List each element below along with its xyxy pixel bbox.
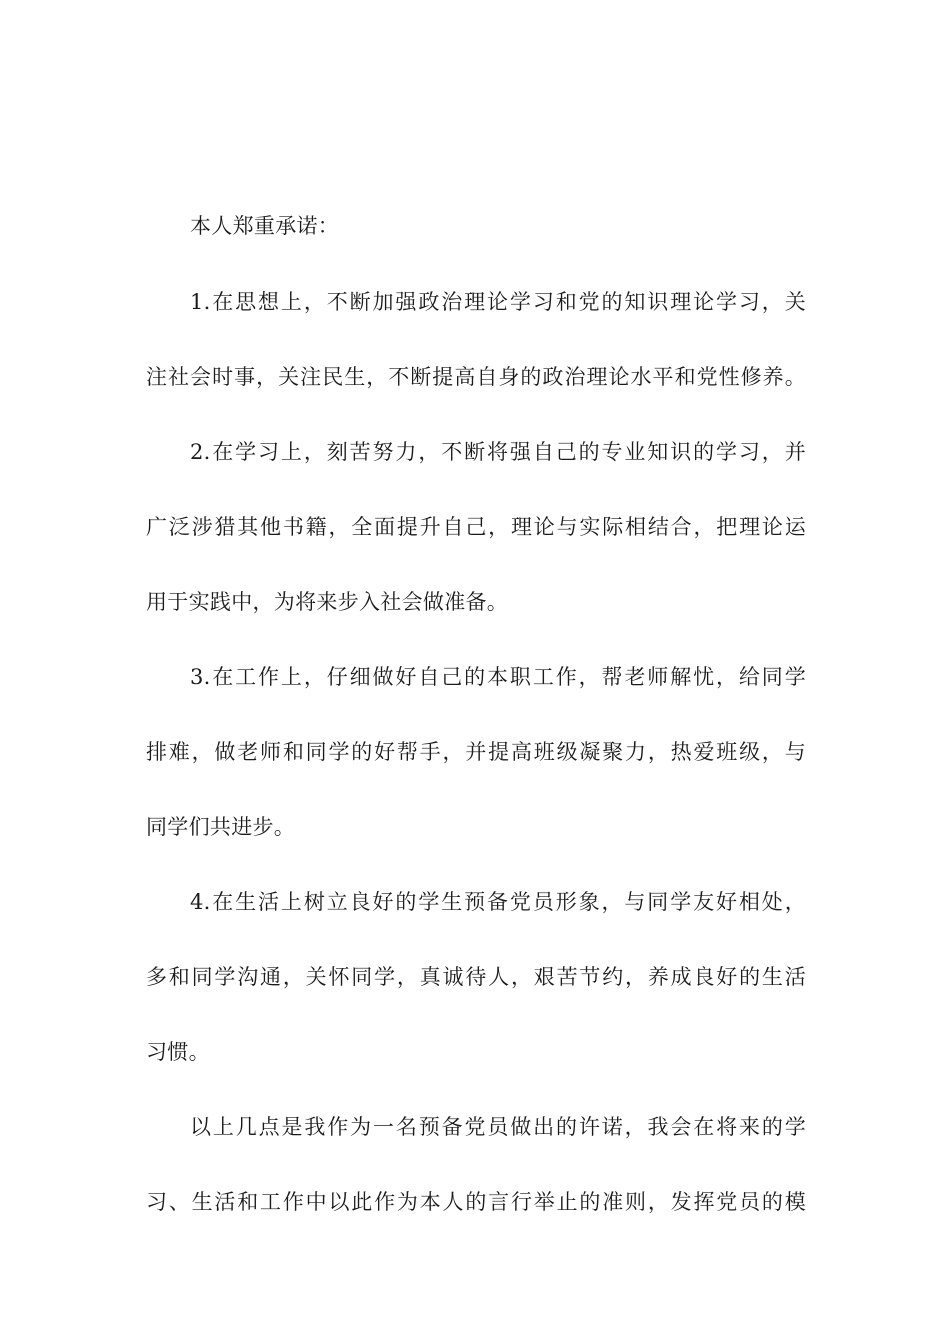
item-4-line-3: 习惯。 — [146, 1040, 210, 1064]
item-2-line-3: 用于实践中，为将来步入社会做准备。 — [146, 590, 509, 614]
closing-line-1: 以上几点是我作为一名预备党员做出的许诺，我会在将来的学 — [190, 1115, 806, 1139]
item-3-line-1: 3.在工作上，仔细做好自己的本职工作，帮老师解忧，给同学 — [190, 665, 806, 689]
closing-line-2: 习、生活和工作中以此作为本人的言行举止的准则，发挥党员的模 — [146, 1190, 806, 1214]
item-4-line-2: 多和同学沟通，关怀同学，真诚待人，艰苦节约，养成良好的生活 — [146, 965, 806, 989]
item-4-line-1: 4.在生活上树立良好的学生预备党员形象，与同学友好相处， — [190, 890, 806, 914]
item-3-line-3: 同学们共进步。 — [146, 815, 296, 839]
item-1-line-2: 注社会时事，关注民生，不断提高自身的政治理论水平和党性修养。 — [146, 365, 806, 389]
item-1-line-1: 1.在思想上，不断加强政治理论学习和党的知识理论学习，关 — [190, 290, 806, 314]
item-3-line-2: 排难，做老师和同学的好帮手，并提高班级凝聚力，热爱班级，与 — [146, 740, 806, 764]
promise-intro: 本人郑重承诺： — [190, 214, 340, 238]
item-2-line-2: 广泛涉猎其他书籍，全面提升自己，理论与实际相结合，把理论运 — [146, 515, 806, 539]
item-2-line-1: 2.在学习上，刻苦努力，不断将强自己的专业知识的学习，并 — [190, 440, 806, 464]
